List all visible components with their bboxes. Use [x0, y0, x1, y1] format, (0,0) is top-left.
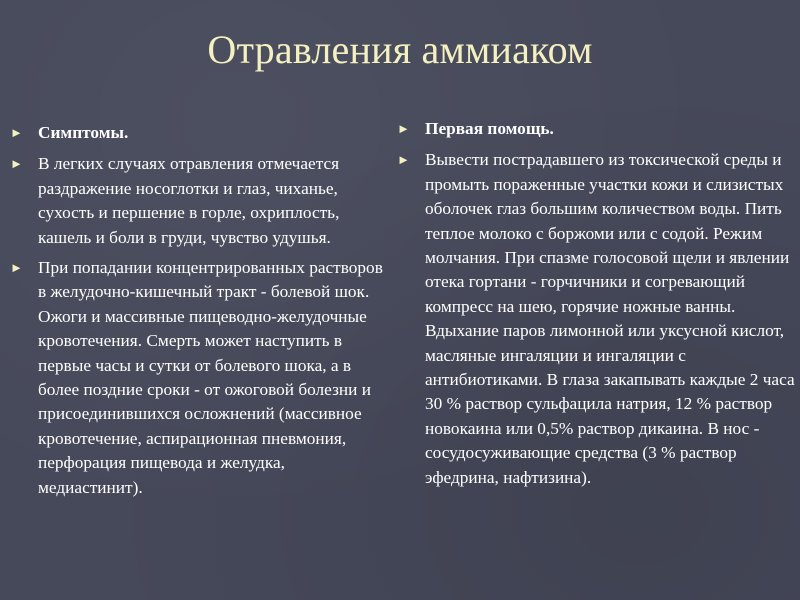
first-aid-column — [397, 117, 797, 496]
first-aid-item-text: Вывести пострадавшего из токсической среды и промыть пораженные участки кожи и слизистых оболочек глаз большим количеством воды. Пить теплое молоко с боржоми или с содой. Режим молчания. При спазме голосовой щели и явлении отека гортани - горчичники и согревающий компресс на шею, горячие ножные ванны. Вдыхание паров лимонной или уксусной кислот, масляные ингаляции и ингаляции с антибиотиками. В глаза закапывать каждые 2 часа 30 % раствор сульфацила натрия, 12 % раствор новокаина или 0,5% раствор дикаина. В нос - сосудосуживающие средства (3 % раствор эфедрина, нафтизина). — [425, 150, 795, 487]
symptoms-heading-text: Симптомы. — [38, 123, 129, 142]
bullet-arrow-icon: ► — [10, 156, 23, 172]
bullet-arrow-icon: ► — [10, 260, 23, 276]
symptoms-item-ingestion — [10, 256, 390, 500]
symptoms-item-text: При попадании концентрированных растворов в желудочно-кишечный тракт - болевой шок. Ожоги и массивные пищеводно-желудочные кровотечения. Смерть может наступить в первые часы и сутки от болевого шока, а в более поздние сроки - от ожоговой болезни и присоединившихся осложнений (массивное кровотечение, аспирационная пневмония, перфорация пищевода и желудка, медиастинит). — [38, 258, 383, 497]
symptoms-item-mild — [10, 152, 390, 250]
bullet-arrow-icon: ► — [10, 125, 23, 140]
symptoms-item-text: В легких случаях отравления отмечается раздражение носоглотки и глаз, чиханье, сухость и першение в горле, охриплость, кашель и боли в груди, чувство удушья. — [38, 154, 340, 247]
slide-title: Отравления аммиаком — [207, 27, 593, 72]
symptoms-column — [10, 121, 390, 506]
first-aid-item — [397, 148, 797, 490]
first-aid-heading — [397, 117, 797, 141]
bullet-arrow-icon: ► — [397, 152, 410, 168]
bullet-arrow-icon: ► — [397, 121, 410, 136]
symptoms-heading — [10, 121, 390, 145]
first-aid-heading-text: Первая помощь. — [425, 119, 554, 138]
